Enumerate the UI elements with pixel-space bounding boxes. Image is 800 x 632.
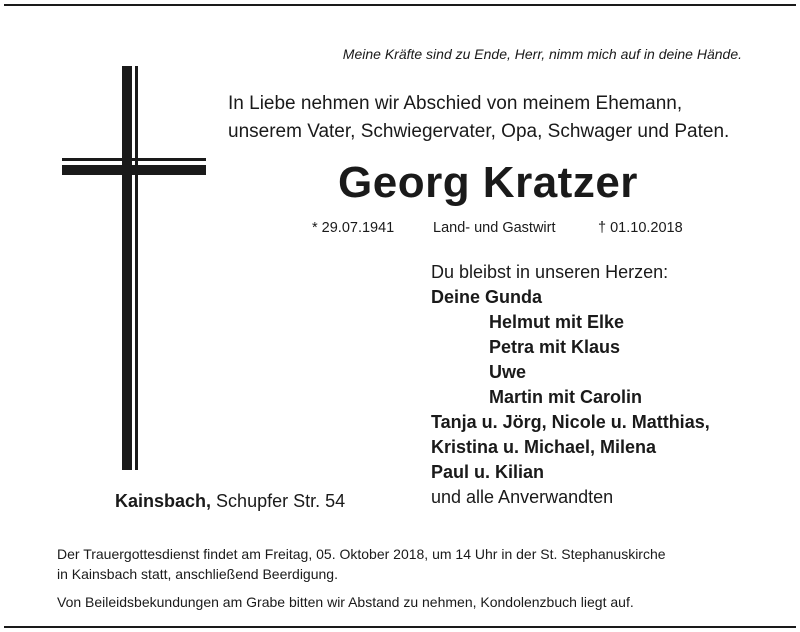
intro-text	[228, 90, 729, 146]
notice-line: Der Trauergottesdienst findet am Freitag, 05. Oktober 2018, um 14 Uhr in der St. Stephanuskirche	[57, 546, 666, 562]
family-spouse: Deine Gunda	[431, 287, 543, 307]
family-child: Uwe	[489, 362, 527, 382]
deceased-name: Georg Kratzer	[338, 158, 638, 207]
intro-line: unserem Vater, Schwiegervater, Opa, Schwager und Paten.	[228, 121, 730, 142]
family-closing: und alle Anverwandten	[431, 487, 614, 507]
family-grandchildren: Kristina u. Michael, Milena	[431, 437, 657, 457]
notice-line: Von Beileidsbekundungen am Grabe bitten wir Abstand zu nehmen, Kondolenzbuch liegt auf.	[57, 594, 634, 610]
birth-date: * 29.07.1941	[312, 220, 395, 236]
cross-vertical-beam	[122, 66, 140, 470]
intro-line: In Liebe nehmen wir Abschied von meinem Ehemann,	[228, 93, 683, 114]
cross-horizontal-beam	[62, 158, 206, 176]
death-date: † 01.10.2018	[598, 220, 683, 236]
address-place: Kainsbach,	[115, 491, 212, 511]
notice-line: in Kainsbach statt, anschließend Beerdigung.	[57, 566, 338, 582]
family-list	[431, 260, 710, 510]
address-street: Schupfer Str. 54	[216, 491, 346, 511]
family-child: Helmut mit Elke	[489, 312, 625, 332]
family-grandchildren: Paul u. Kilian	[431, 462, 545, 482]
occupation: Land- und Gastwirt	[433, 220, 556, 236]
family-heading: Du bleibst in unseren Herzen:	[431, 262, 669, 282]
family-child: Petra mit Klaus	[489, 337, 621, 357]
motto: Meine Kräfte sind zu Ende, Herr, nimm mich auf in deine Hände.	[342, 46, 742, 62]
family-child: Martin mit Carolin	[489, 387, 643, 407]
address	[115, 491, 345, 512]
family-grandchildren: Tanja u. Jörg, Nicole u. Matthias,	[431, 412, 710, 432]
funeral-notice	[57, 544, 666, 612]
